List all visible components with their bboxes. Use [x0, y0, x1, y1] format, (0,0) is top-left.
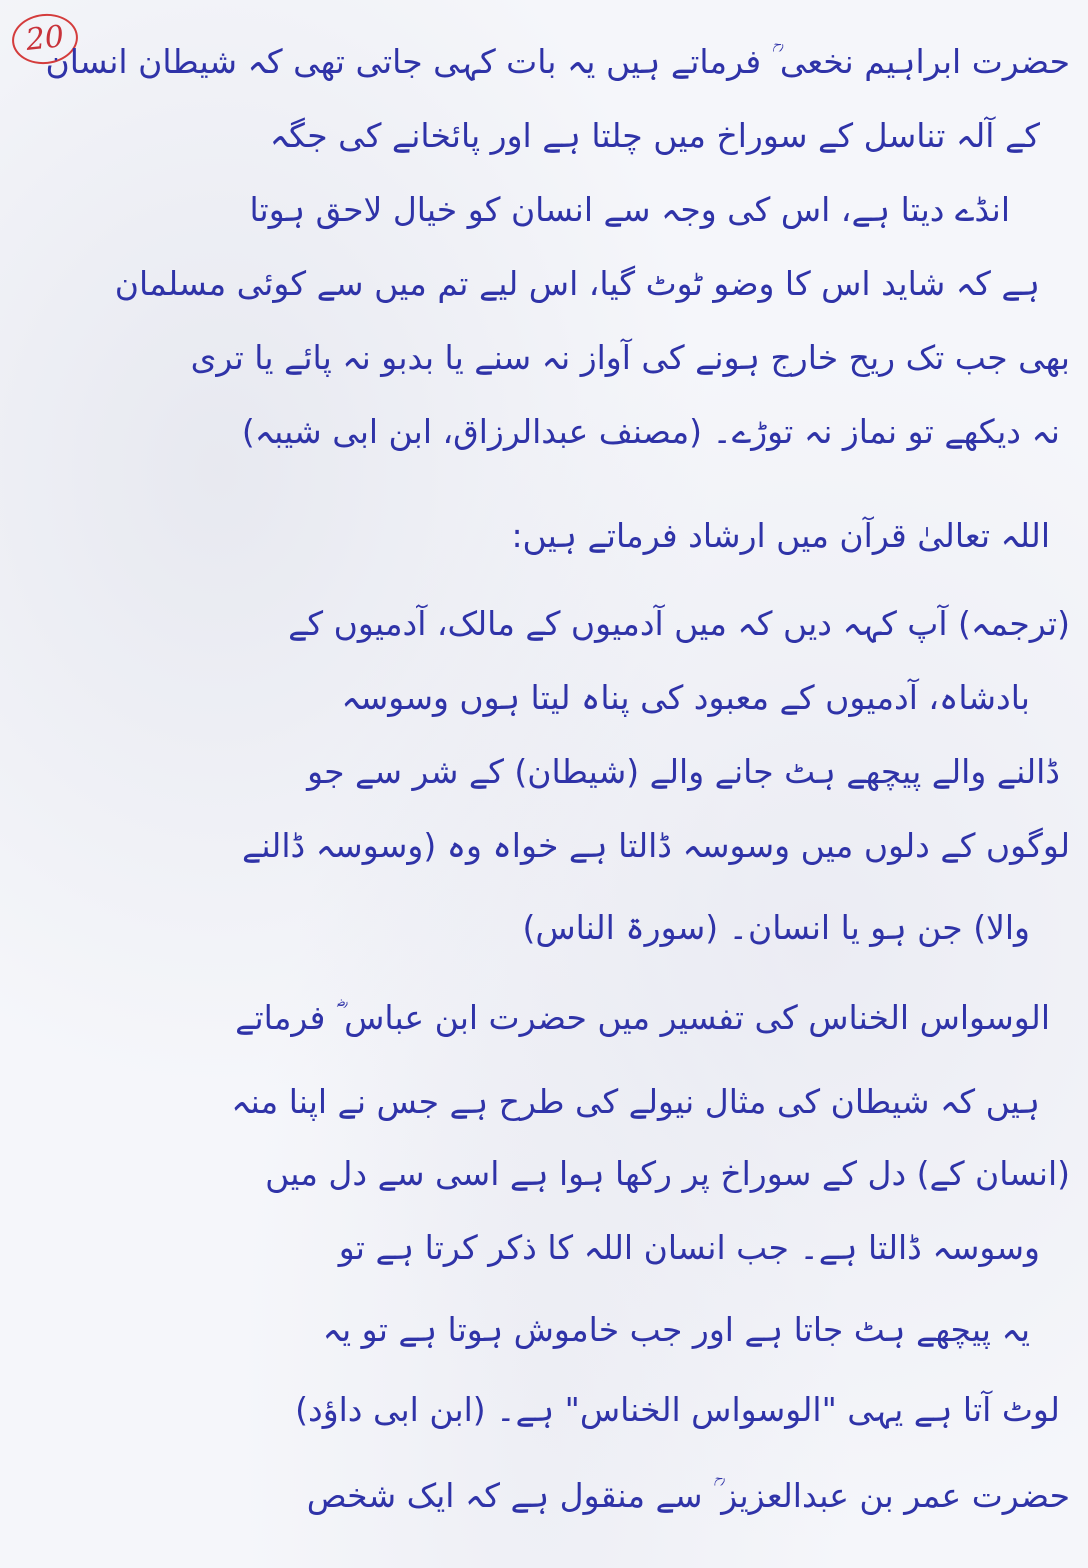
text-line: ہے کہ شاید اس کا وضو ٹوٹ گیا، اس لیے تم میں سے کوئی مسلمان — [114, 264, 1040, 303]
text-line: حضرت عمر بن عبدالعزیز ؒ سے منقول ہے کہ ایک شخص — [306, 1476, 1070, 1515]
text-line: ہیں کہ شیطان کی مثال نیولے کی طرح ہے جس نے اپنا منہ — [231, 1082, 1040, 1121]
text-line: لوٹ آتا ہے یہی "الوسواس الخناس" ہے۔ (ابن ابی داؤد) — [295, 1390, 1060, 1429]
text-line: (ترجمہ) آپ کہہ دیں کہ میں آدمیوں کے مالک، آدمیوں کے — [288, 604, 1070, 643]
text-line: انڈے دیتا ہے، اس کی وجہ سے انسان کو خیال لاحق ہوتا — [249, 190, 1010, 229]
text-line: حضرت ابراہیم نخعی ؒ فرماتے ہیں یہ بات کہی جاتی تھی کہ شیطان انسان — [45, 42, 1070, 81]
page-number-circle: 20 — [10, 11, 81, 68]
text-line: والا) جن ہو یا انسان۔ (سورۃ الناس) — [522, 908, 1030, 947]
text-line: نہ دیکھے تو نماز نہ توڑے۔ (مصنف عبدالرزاق، ابن ابی شیبہ) — [241, 412, 1060, 451]
text-line: وسوسہ ڈالتا ہے۔ جب انسان اللہ کا ذکر کرتا ہے تو — [338, 1228, 1040, 1267]
text-line: ڈالنے والے پیچھے ہٹ جانے والے (شیطان) کے شر سے جو — [307, 752, 1060, 791]
text-line: یہ پیچھے ہٹ جاتا ہے اور جب خاموش ہوتا ہے تو یہ — [322, 1310, 1030, 1349]
text-line: بھی جب تک ریح خارج ہونے کی آواز نہ سنے یا بدبو نہ پائے یا تری — [190, 338, 1070, 377]
text-line: کے آلہ تناسل کے سوراخ میں چلتا ہے اور پائخانے کی جگہ — [269, 116, 1040, 155]
text-line: الوسواس الخناس کی تفسیر میں حضرت ابن عباس ؓ فرماتے — [235, 998, 1050, 1037]
text-line: (انسان کے) دل کے سوراخ پر رکھا ہوا ہے اسی سے دل میں — [265, 1154, 1070, 1193]
text-line: اللہ تعالیٰ قرآن میں ارشاد فرماتے ہیں: — [511, 516, 1050, 555]
text-line: بادشاہ، آدمیوں کے معبود کی پناہ لیتا ہوں وسوسہ — [341, 678, 1030, 717]
text-line: لوگوں کے دلوں میں وسوسہ ڈالتا ہے خواہ وہ (وسوسہ ڈالنے — [242, 826, 1070, 865]
